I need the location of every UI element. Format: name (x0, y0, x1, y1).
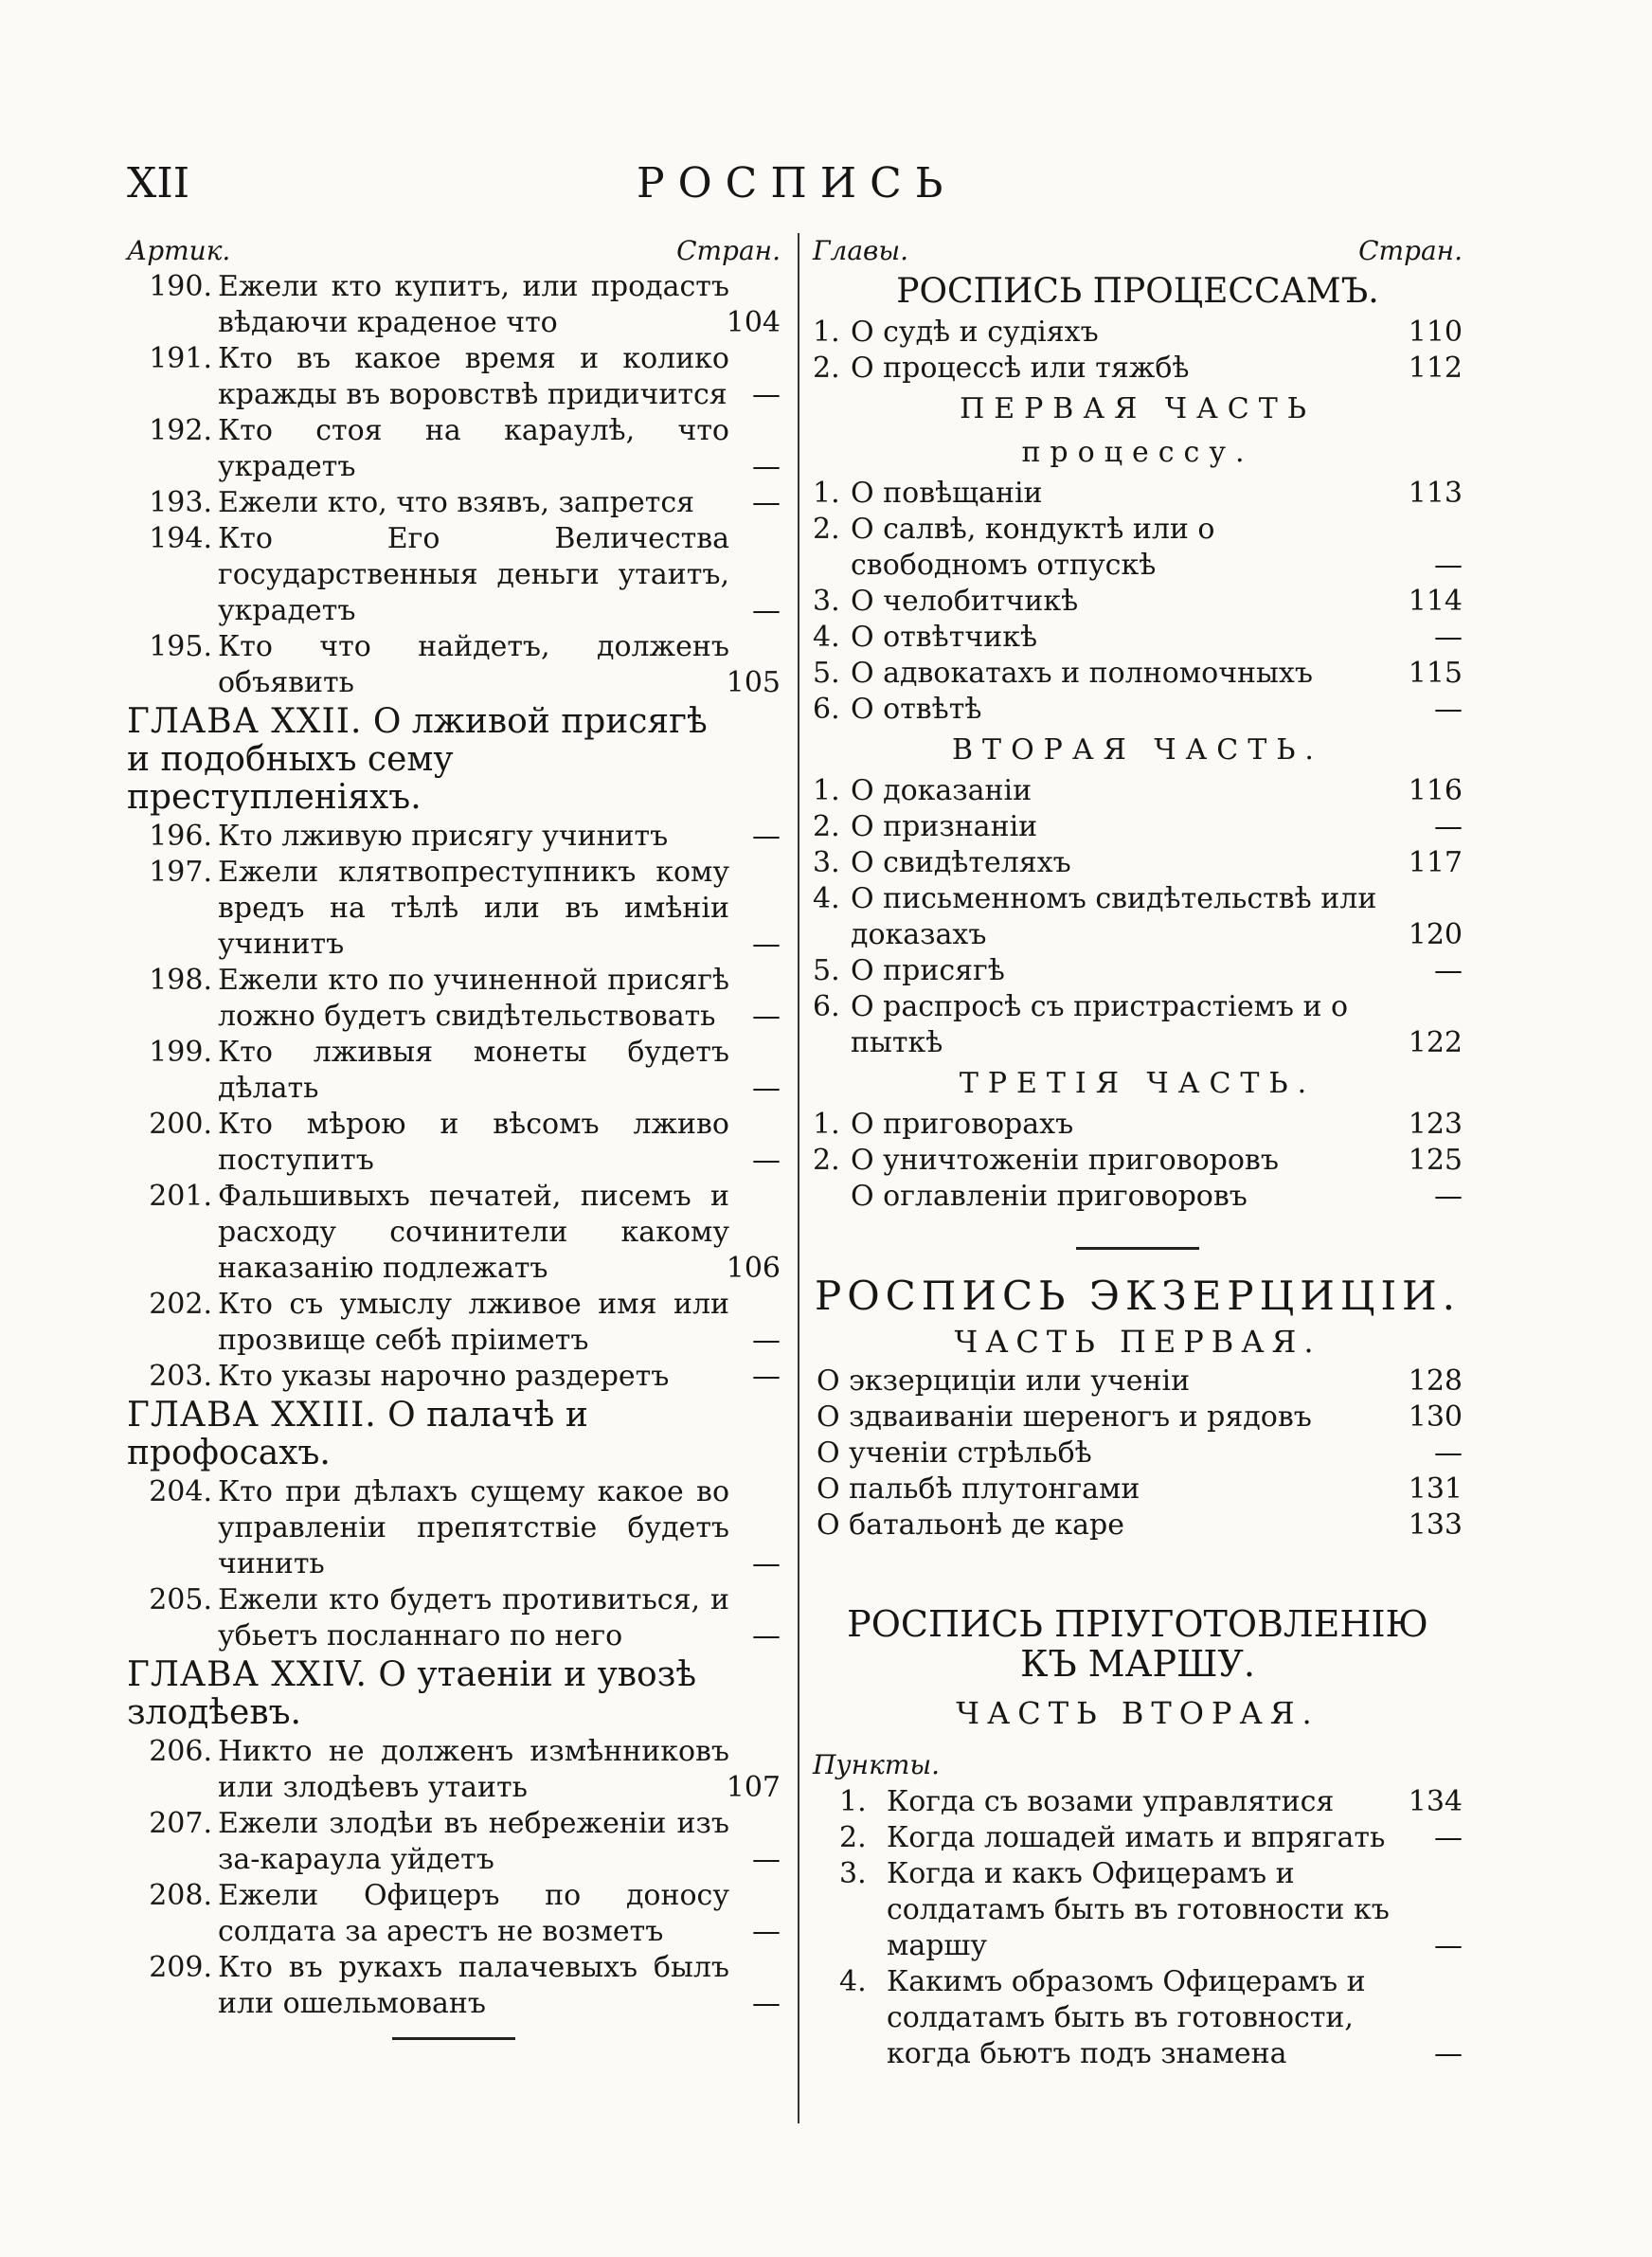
chapter-text: О адвокатахъ и полномочныхъ (851, 657, 1313, 690)
processes-title: РОСПИСЬ ПРОЦЕССАМЪ. (896, 272, 1379, 311)
chapter-text: О письменномъ свидѣтельствѣ или доказахъ (851, 882, 1377, 951)
page-ref: 104 (726, 306, 781, 339)
chapter-number: 2. (813, 810, 840, 843)
point-number: 1. (839, 1785, 867, 1818)
exercise-text: О экзерциціи или ученіи (817, 1364, 1191, 1398)
exercise-list (813, 1363, 1463, 1544)
chapter-number: 3. (813, 585, 840, 618)
article-text: Кто Его Величества государственныя деньги утаитъ, украдетъ (218, 522, 729, 627)
page-ref: — (752, 1547, 781, 1580)
page-ref: — (1434, 2037, 1463, 2070)
page-ref: — (752, 928, 781, 961)
chapter-entry (813, 620, 1463, 656)
page-ref: — (1434, 1929, 1463, 1962)
chapter-title: О утаеніи и увозѣ злодѣевъ. (127, 1655, 697, 1732)
article-text: Ежели злодѣи въ небреженіи изъ за-караула уйдетъ (218, 1807, 729, 1876)
section-rule (1076, 1247, 1199, 1250)
page-ref: 110 (1408, 316, 1463, 349)
part-two-list (813, 773, 1463, 1061)
page-ref: — (1434, 1436, 1463, 1470)
march-title: РОСПИСЬ ПРІУГОТОВЛЕНІЮ (847, 1603, 1428, 1645)
chapter-24 (127, 1656, 729, 1732)
page-ref: — (752, 1360, 781, 1393)
chapter-entry (813, 1179, 1463, 1215)
article-text: Кто что найдетъ, долженъ объявить (218, 630, 729, 699)
march-subtitle: ЧАСТЬ ВТОРАЯ. (956, 1695, 1320, 1731)
article-text: Фальшивыхъ печатей, писемъ и расходу сочинители какому наказанію подлежатъ (218, 1180, 729, 1285)
chapter-entry (813, 315, 1463, 351)
part-three-title: ТРЕТІЯ ЧАСТЬ. (959, 1067, 1317, 1100)
article-number: 209. (149, 1951, 212, 1984)
article-entry (127, 1359, 781, 1395)
page-title: РОСПИСЬ (637, 159, 957, 208)
chapter-text: О свидѣтеляхъ (851, 846, 1071, 879)
chapter-number: 1. (813, 1108, 840, 1141)
article-entry (127, 1878, 781, 1950)
page-ref: — (752, 378, 781, 411)
article-text: Кто лживыя монеты будетъ дѣлать (218, 1036, 729, 1105)
article-number: 195. (149, 630, 212, 663)
page-ref: 131 (1408, 1472, 1463, 1506)
article-entry (127, 1107, 781, 1179)
chapters-header: Главы. (813, 235, 909, 266)
article-text: Ежели клятвопреступникъ кому вредъ на тѣлѣ или въ имѣніи учинитъ (218, 856, 729, 961)
article-list (127, 819, 781, 1395)
chapter-22 (127, 703, 729, 817)
page-ref: 130 (1408, 1400, 1463, 1434)
chapter-text: О салвѣ, кондуктѣ или о свободномъ отпускѣ (851, 513, 1215, 582)
page-ref: — (752, 1144, 781, 1177)
page-ref: 120 (1408, 918, 1463, 951)
chapter-entry (813, 809, 1463, 845)
article-text: Ежели кто будетъ противиться, и убьетъ посланнаго по него (218, 1583, 729, 1652)
article-number: 199. (149, 1036, 212, 1069)
page-ref: — (752, 1072, 781, 1105)
chapter-label: ГЛАВА XXIV. (127, 1655, 368, 1694)
chapter-entry (813, 845, 1463, 881)
page-ref: — (752, 1915, 781, 1948)
article-text: Ежели кто купитъ, или продастъ вѣдаючи краденое что (218, 270, 729, 339)
chapter-number: 5. (813, 657, 840, 690)
article-text: Кто лживую присягу учинитъ (218, 820, 669, 853)
article-entry (127, 1179, 781, 1287)
point-text: Когда лошадей имать и впрягать (887, 1821, 1386, 1854)
chapter-entry (813, 773, 1463, 809)
article-text: Кто стоя на караулѣ, что украдетъ (218, 414, 729, 483)
exercise-title: РОСПИСЬ ЭКЗЕРЦИЦІИ. (814, 1273, 1462, 1319)
page-ref: — (752, 1000, 781, 1033)
part-three-list (813, 1107, 1463, 1215)
article-entry (127, 629, 781, 701)
article-number: 193. (149, 486, 212, 519)
chapter-number: 6. (813, 990, 840, 1023)
page-ref: 112 (1408, 352, 1463, 385)
exercise-entry (813, 1363, 1463, 1399)
page-ref: 107 (726, 1771, 781, 1804)
point-entry (813, 1784, 1463, 1820)
right-column (813, 233, 1463, 2072)
exercise-text: О ученіи стрѣльбѣ (817, 1436, 1092, 1470)
article-entry (127, 413, 781, 485)
chapter-title: О палачѣ и профосахъ. (127, 1396, 588, 1472)
page-ref: — (1434, 621, 1463, 654)
page-header: Стран. (1358, 235, 1463, 266)
chapter-text: О распросѣ съ пристрастіемъ и о пыткѣ (851, 990, 1349, 1059)
page-ref: — (1434, 549, 1463, 582)
page-ref: 122 (1408, 1026, 1463, 1059)
chapter-number: 2. (813, 513, 840, 546)
page-ref: 128 (1408, 1364, 1463, 1398)
article-entry (127, 963, 781, 1035)
exercise-subtitle: ЧАСТЬ ПЕРВАЯ. (954, 1324, 1321, 1360)
chapter-entry (813, 351, 1463, 387)
page-ref: 115 (1408, 657, 1463, 690)
exercise-entry (813, 1435, 1463, 1472)
page-ref: — (1434, 693, 1463, 726)
chapter-label: ГЛАВА XXII. (127, 702, 363, 741)
chapter-number: 3. (813, 846, 840, 879)
point-number: 4. (839, 1965, 867, 1998)
article-text: Кто въ рукахъ палачевыхъ былъ или ошельмованъ (218, 1951, 729, 2020)
chapter-title: О лживой присягѣ и подобныхъ сему преступленіяхъ. (127, 702, 708, 817)
article-entry (127, 1950, 781, 2022)
page-ref: — (752, 594, 781, 627)
part-two-title: ВТОРАЯ ЧАСТЬ. (952, 733, 1323, 767)
chapter-number: 1. (813, 477, 840, 510)
article-entry (127, 1582, 781, 1654)
page-ref: — (752, 450, 781, 483)
chapter-entry (813, 953, 1463, 989)
exercise-entry (813, 1399, 1463, 1435)
page-ref: 123 (1408, 1108, 1463, 1141)
chapter-text: О признаніи (851, 810, 1038, 843)
chapter-number: 1. (813, 316, 840, 349)
chapter-text: О процессѣ или тяжбѣ (851, 352, 1190, 385)
chapter-number: 2. (813, 352, 840, 385)
article-number: 196. (149, 820, 212, 853)
march-title-2: КЪ МАРШУ. (1020, 1643, 1255, 1685)
right-column-header (813, 233, 1463, 269)
article-list (127, 1734, 781, 2022)
article-number: 203. (149, 1360, 212, 1393)
article-entry (127, 1806, 781, 1878)
chapter-text: О уничтоженіи приговоровъ (851, 1144, 1279, 1177)
end-rule (392, 2037, 515, 2040)
article-text: Ежели кто по учиненной присягѣ ложно будетъ свидѣтельствовать (218, 964, 729, 1033)
chapter-entry (813, 692, 1463, 728)
article-number: 190. (149, 270, 212, 303)
page-header: Стран. (676, 235, 781, 266)
page-ref: 133 (1408, 1508, 1463, 1542)
chapter-entry (813, 989, 1463, 1061)
point-text: Когда съ возами управлятися (887, 1785, 1335, 1818)
chapter-label: ГЛАВА XXIII. (127, 1396, 377, 1435)
chapter-text: О судѣ и судіяхъ (851, 316, 1099, 349)
article-number: 204. (149, 1475, 212, 1508)
page-ref: — (1434, 810, 1463, 843)
part-one-subtitle: процессу. (1021, 436, 1254, 469)
article-text: Кто при дѣлахъ сущему какое во управленіи препятствіе будетъ чинить (218, 1475, 729, 1580)
exercise-entry (813, 1472, 1463, 1508)
page-ref: 113 (1408, 477, 1463, 510)
article-text: Никто не долженъ измѣнниковъ или злодѣевъ утаить (218, 1735, 729, 1804)
article-list (127, 1474, 781, 1654)
page-ref: 117 (1408, 846, 1463, 879)
exercise-text: О здваиваніи шереногъ и рядовъ (817, 1400, 1312, 1434)
exercise-text: О пальбѣ плутонгами (817, 1472, 1140, 1506)
article-number: 205. (149, 1583, 212, 1616)
left-column-header (127, 233, 781, 269)
left-column (127, 233, 781, 2065)
article-number: 197. (149, 856, 212, 889)
page-ref: 106 (726, 1252, 781, 1285)
chapter-number: 4. (813, 882, 840, 915)
process-list (813, 315, 1463, 387)
chapter-entry (813, 1143, 1463, 1179)
chapter-number: 2. (813, 1144, 840, 1177)
part-one-title: ПЕРВАЯ ЧАСТЬ (960, 392, 1316, 425)
article-number: 194. (149, 522, 212, 555)
page-ref: — (1434, 1821, 1463, 1854)
chapter-number: 6. (813, 693, 840, 726)
page-ref: — (1434, 954, 1463, 987)
chapter-text: О оглавленіи приговоровъ (851, 1180, 1248, 1213)
exercise-entry (813, 1508, 1463, 1544)
point-entry (813, 1856, 1463, 1964)
article-entry (127, 521, 781, 629)
article-entry (127, 819, 781, 855)
page-ref: — (752, 1324, 781, 1357)
article-entry (127, 1734, 781, 1806)
chapter-text: О доказаніи (851, 774, 1032, 807)
chapter-text: О отвѣтѣ (851, 693, 982, 726)
page-ref: 134 (1408, 1785, 1463, 1818)
article-entry (127, 1287, 781, 1359)
chapter-entry (813, 1107, 1463, 1143)
point-number: 2. (839, 1821, 867, 1854)
article-text: Кто въ какое время и колико кражды въ воровствѣ придичится (218, 342, 729, 411)
page-ref: 105 (726, 666, 781, 699)
chapter-entry (813, 584, 1463, 620)
article-number: 201. (149, 1180, 212, 1213)
exercise-text: О батальонѣ де каре (817, 1508, 1124, 1542)
page-ref: 116 (1408, 774, 1463, 807)
article-number: 198. (149, 964, 212, 997)
point-entry (813, 1964, 1463, 2072)
article-number: 191. (149, 342, 212, 375)
chapter-entry (813, 512, 1463, 584)
page-ref: — (752, 820, 781, 853)
chapter-text: О повѣщаніи (851, 477, 1043, 510)
article-number: 207. (149, 1807, 212, 1840)
part-one-list (813, 476, 1463, 728)
point-text: Какимъ образомъ Офицерамъ и солдатамъ быть въ готовности, когда бьютъ подъ знамена (887, 1965, 1366, 2070)
march-list (813, 1784, 1463, 2072)
page-ref: — (1434, 1180, 1463, 1213)
article-entry (127, 1474, 781, 1582)
chapter-entry (813, 881, 1463, 953)
article-text: Кто съ умыслу лживое имя или прозвище себѣ пріиметъ (218, 1288, 729, 1357)
chapter-text: О челобитчикѣ (851, 585, 1079, 618)
article-list (127, 269, 781, 701)
article-header: Артик. (127, 235, 231, 266)
article-entry (127, 341, 781, 413)
chapter-number: 4. (813, 621, 840, 654)
point-number: 3. (839, 1857, 867, 1890)
article-number: 206. (149, 1735, 212, 1768)
article-number: 192. (149, 414, 212, 447)
point-entry (813, 1820, 1463, 1856)
chapter-text: О присягѣ (851, 954, 1005, 987)
page-ref: 114 (1408, 585, 1463, 618)
article-entry (127, 269, 781, 341)
page-number: XII (127, 159, 190, 208)
page-ref: — (752, 1843, 781, 1876)
chapter-number: 5. (813, 954, 840, 987)
chapter-entry (813, 476, 1463, 512)
chapter-text: О отвѣтчикѣ (851, 621, 1038, 654)
page-ref: — (752, 1987, 781, 2020)
article-entry (127, 855, 781, 963)
points-label: Пункты. (813, 1749, 941, 1780)
article-number: 202. (149, 1288, 212, 1321)
article-text: Кто указы нарочно раздеретъ (218, 1360, 670, 1393)
article-text: Кто мѣрою и вѣсомъ лживо поступитъ (218, 1108, 729, 1177)
page-ref: — (752, 486, 781, 519)
article-entry (127, 1035, 781, 1107)
page-ref: 125 (1408, 1144, 1463, 1177)
article-entry (127, 485, 781, 521)
article-text: Ежели Офицеръ по доносу солдата за арестъ не возметъ (218, 1879, 729, 1948)
article-text: Ежели кто, что взявъ, запрется (218, 486, 695, 519)
page-ref: — (752, 1619, 781, 1652)
column-divider (798, 233, 799, 2123)
chapter-entry (813, 656, 1463, 692)
point-text: Когда и какъ Офицерамъ и солдатамъ быть въ готовности къ маршу (887, 1857, 1390, 1962)
chapter-number: 1. (813, 774, 840, 807)
chapter-23 (127, 1397, 729, 1472)
article-number: 208. (149, 1879, 212, 1912)
chapter-text: О приговорахъ (851, 1108, 1074, 1141)
article-number: 200. (149, 1108, 212, 1141)
